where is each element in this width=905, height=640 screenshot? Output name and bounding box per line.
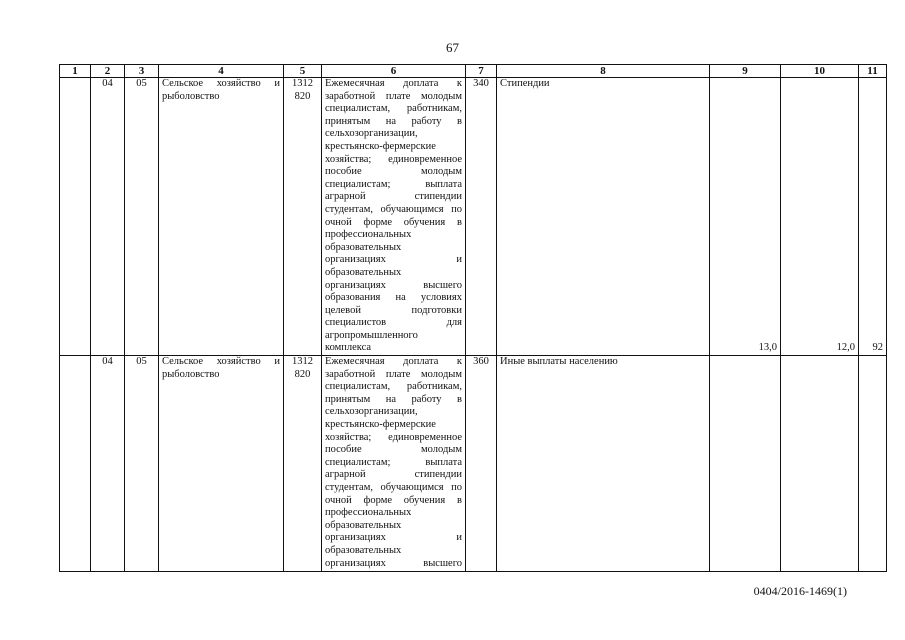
description-line: организациях и — [325, 532, 462, 544]
description-line: Ежемесячная доплата к — [325, 78, 462, 89]
description-line: специалистам, работникам, — [325, 103, 462, 115]
description-line: специалистов для — [325, 317, 462, 329]
row-index-cell — [60, 78, 91, 356]
description-line: хозяйства; единовременное — [325, 153, 462, 165]
header-col-11: 11 — [859, 65, 887, 78]
description-line: студентам, обучающимся по — [325, 482, 462, 493]
description-line: образования на условиях — [325, 292, 462, 304]
description-line: специалистам; выплата — [325, 456, 462, 468]
expense-type-name-cell: Иные выплаты населению — [497, 356, 710, 572]
description-line: заработной плате молодым — [325, 90, 462, 102]
description-line: целевой подготовки — [325, 304, 462, 316]
description-line: сельхозорганизации, — [325, 406, 418, 418]
description-line: пособие молодым — [325, 166, 462, 178]
description-line: принятым на работу в — [325, 115, 462, 127]
description-line: аграрной стипендии — [325, 469, 462, 481]
description-line: принятым на работу в — [325, 393, 462, 405]
header-col-3: 3 — [125, 65, 159, 78]
description-line: Ежемесячная доплата к — [325, 356, 462, 368]
description-line: организациях и — [325, 254, 462, 266]
description-line: сельхозорганизации, — [325, 128, 418, 140]
amount-col-9-cell — [710, 356, 781, 572]
header-row — [60, 65, 887, 78]
description-line: очной форме обучения в — [325, 494, 462, 506]
expense-type-code-cell: 340 — [466, 78, 497, 356]
description-line: крестьянско-фермерские — [325, 140, 436, 152]
description-line: образовательных — [325, 266, 402, 278]
description-line: агропромышленного — [325, 329, 418, 341]
description-line: организациях высшего — [325, 279, 462, 291]
section-name-cell: Сельское хозяйство и рыболовство — [159, 356, 284, 572]
description-line: хозяйства; единовременное — [325, 431, 462, 443]
section-code-cell: 04 — [91, 356, 125, 572]
description-line: комплекса — [325, 342, 372, 354]
description-line: очной форме обучения в — [325, 216, 462, 228]
amount-col-10-cell — [781, 356, 859, 572]
percent-col-11-cell: 92 — [859, 78, 887, 356]
description-line: специалистам; выплата — [325, 178, 462, 190]
description-line: образовательных — [325, 241, 402, 253]
subsection-code-cell: 05 — [125, 78, 159, 356]
header-col-5: 5 — [284, 65, 322, 78]
percent-col-11-cell — [859, 356, 887, 572]
header-col-8: 8 — [497, 65, 710, 78]
description-line: аграрной стипендии — [325, 191, 462, 203]
description-line: пособие молодым — [325, 444, 462, 456]
header-col-7: 7 — [466, 65, 497, 78]
subsection-code-cell: 05 — [125, 356, 159, 572]
expense-type-name-cell: Стипендии — [497, 78, 710, 356]
header-col-2: 2 — [91, 65, 125, 78]
header-col-1: 1 — [60, 65, 91, 78]
description-line: заработной плате молодым — [325, 368, 462, 380]
document-code: 0404/2016-1469(1) — [753, 584, 847, 598]
description-line: профессиональных — [325, 229, 412, 241]
table-row — [60, 78, 887, 356]
description-line: профессиональных — [325, 507, 412, 519]
description-cell — [322, 78, 466, 356]
section-code-cell: 04 — [91, 78, 125, 356]
section-name-cell: Сельское хозяйство и рыболовство — [159, 78, 284, 356]
header-col-6: 6 — [322, 65, 466, 78]
description-line: специалистам, работникам, — [325, 381, 462, 393]
header-col-10: 10 — [781, 65, 859, 78]
description-line: крестьянско-фермерские — [325, 419, 436, 431]
description-line: образовательных — [325, 544, 402, 556]
header-col-9: 9 — [710, 65, 781, 78]
description-line: студентам, обучающимся по — [325, 203, 462, 215]
amount-col-10-cell: 12,0 — [781, 78, 859, 356]
page-number: 67 — [446, 40, 459, 55]
row-index-cell — [60, 356, 91, 572]
description-cell — [322, 356, 466, 572]
header-col-4: 4 — [159, 65, 284, 78]
target-article-cell: 1312 820 — [284, 78, 322, 356]
amount-col-9-cell: 13,0 — [710, 78, 781, 356]
expense-type-code-cell: 360 — [466, 356, 497, 572]
target-article-cell: 1312 820 — [284, 356, 322, 572]
description-line: организациях высшего — [325, 557, 462, 569]
table-row — [60, 356, 887, 572]
budget-table — [59, 64, 887, 572]
description-line: образовательных — [325, 519, 402, 531]
